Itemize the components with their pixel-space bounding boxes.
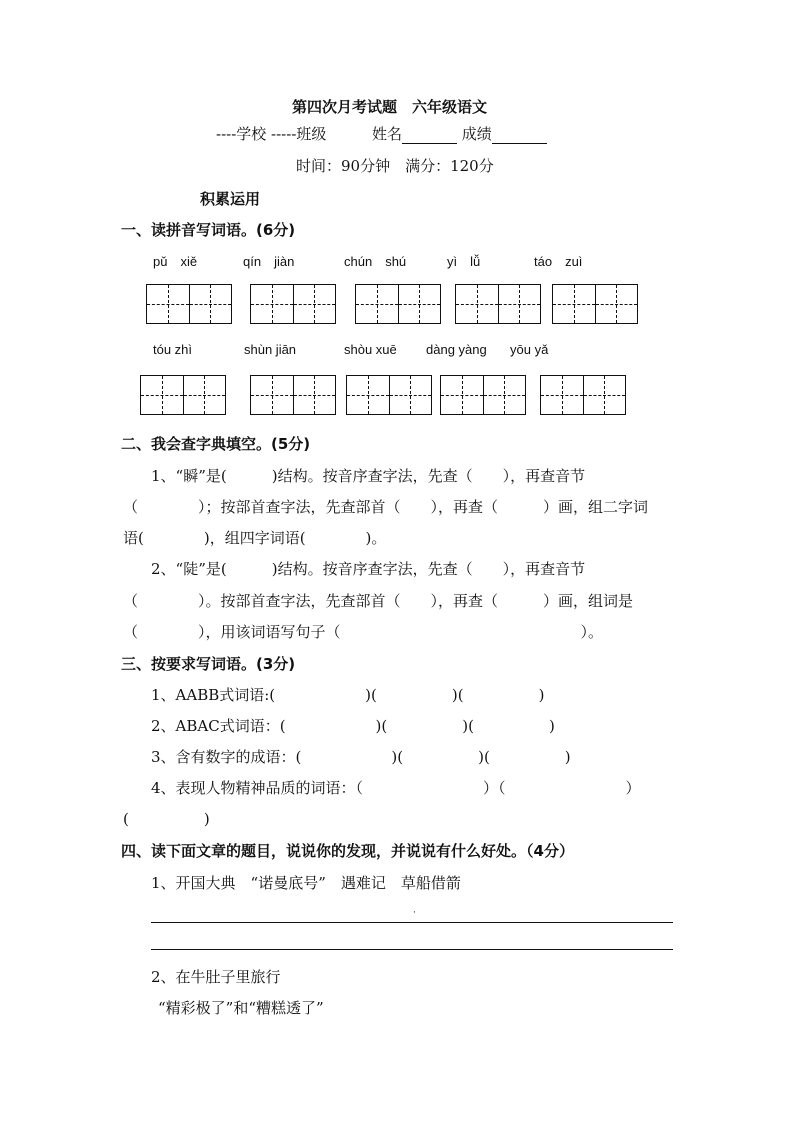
time-score-line: 时间：90分钟 满分：120分 [296,157,494,175]
pinyin-7: shùn jiān [244,342,297,357]
answer-grid[interactable] [146,284,232,324]
answer-grid[interactable] [552,284,638,324]
q3-heading: 三、按要求写词语。(3分) [121,655,296,673]
answer-grid[interactable] [140,375,226,415]
answer-grid[interactable] [355,284,441,324]
score-label: 成绩 [461,125,492,143]
q3-line: 4、表现人物精神品质的词语：（ ）（ ） [151,779,641,797]
q3-line: 3、含有数字的成语：( )( )( ) [151,748,571,766]
q2-line: （ ），用该词语写句子（ ）。 [123,623,604,641]
pinyin-6: tóu zhì [153,342,193,357]
answer-grid[interactable] [540,375,626,415]
page-title: 第四次月考试题 六年级语文 [292,98,488,116]
q4-item-1: 1、开国大典 “诺曼底号” 遇难记 草船借箭 [151,874,461,892]
answer-grid[interactable] [440,375,526,415]
dot-mark: · [413,908,416,918]
section-label: 积累运用 [200,190,261,208]
q2-line: 语( )，组四字词语( )。 [123,529,387,547]
answer-grid[interactable] [250,284,336,324]
q2-heading: 二、我会查字典填空。(5分) [121,435,311,453]
answer-grid[interactable] [250,375,336,415]
pinyin-5: táo zuì [534,254,583,269]
name-blank[interactable] [402,128,457,144]
pinyin-2: qín jiàn [243,254,295,269]
q3-line: 2、ABAC式词语：( )( )( ) [151,717,555,735]
q3-line: 1、AABB式词语:( )( )( ) [151,686,545,704]
pinyin-4: yì lǚ [447,254,481,269]
q4-item-2-quote: “精彩极了”和“糟糕透了” [158,999,324,1017]
pinyin-3: chún shú [344,254,407,269]
q1-heading: 一、读拼音写词语。(6分) [121,221,296,239]
pinyin-8: shòu xuē [344,342,397,357]
answer-line[interactable] [151,922,673,923]
q2-line: （ ）。按部首查字法，先查部首（ ），再查（ ）画，组词是 [123,592,634,610]
score-blank[interactable] [492,128,547,144]
answer-grid[interactable] [346,375,432,415]
answer-line[interactable] [151,949,673,950]
q2-line: 1、“瞬”是( )结构。按音序查字法，先查（ ），再查音节 [151,467,586,485]
q3-line: ( ) [123,810,210,828]
q4-heading: 四、读下面文章的题目，说说你的发现，并说说有什么好处。（4分） [121,842,574,860]
pinyin-10: yōu yǎ [510,342,549,357]
school-class-line [216,123,547,144]
name-label: 姓名 [371,125,402,143]
answer-grid[interactable] [455,284,541,324]
q4-item-2: 2、在牛肚子里旅行 [151,968,281,986]
q2-line: 2、“陡”是( )结构。按音序查字法，先查（ ），再查音节 [151,560,586,578]
school-class-label: ----学校 -----班级 [216,125,327,143]
q2-line: （ ）；按部首查字法，先查部首（ ），再查（ ）画，组二字词 [123,498,649,516]
pinyin-9: dàng yàng [426,342,487,357]
pinyin-1: pǔ xiě [153,254,198,269]
